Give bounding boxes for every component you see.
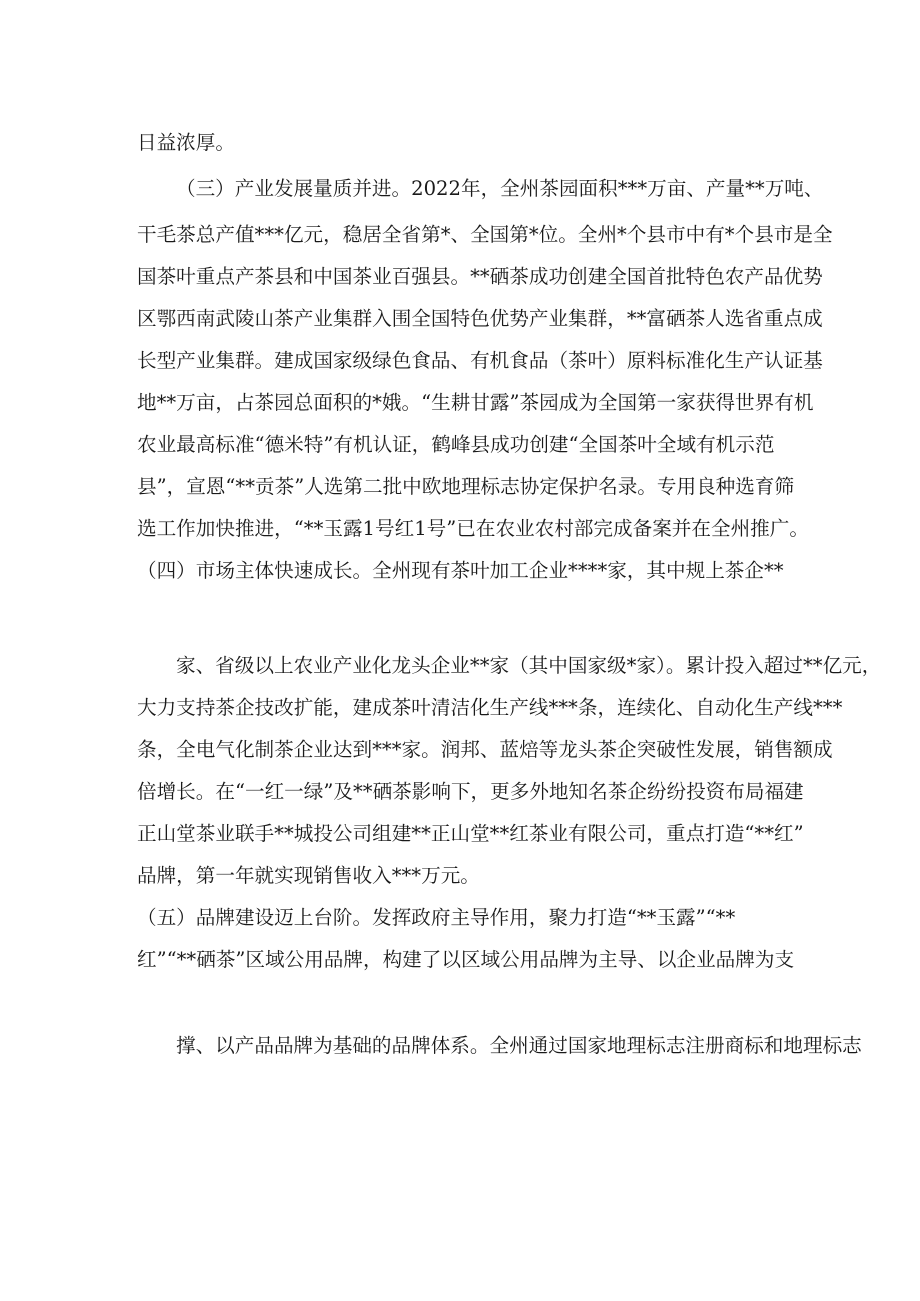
paragraph-line: 干毛茶总产值***亿元，稳居全省第*、全国第*位。全州*个县市中有*个县市是全	[137, 223, 833, 246]
paragraph-line: 品牌，第一年就实现销售收入***万元。	[137, 864, 480, 887]
paragraph-line: 大力支持茶企技改扩能，建成茶叶清洁化生产线***条，连续化、自动化生产线***	[137, 696, 843, 719]
paragraph-line: 地**万亩，占茶园总面积的*娥。“生耕甘露”茶园成为全国第一家获得世界有机	[137, 391, 814, 414]
paragraph-line: 日益浓厚。	[137, 131, 235, 154]
paragraph-line: 长型产业集群。建成国家级绿色食品、有机食品（茶叶）原料标准化生产认证基	[137, 349, 823, 372]
paragraph-line: （五）品牌建设迈上台阶。发挥政府主导作用，聚力打造“**玉露”“**	[137, 906, 736, 929]
paragraph-line: 选工作加快推进，“**玉露1号红1号”已在农业农村部完成备案并在全州推广。	[137, 517, 809, 540]
section-5-heading-line: 撑、以产品品牌为基础的品牌体系。全州通过国家地理标志注册商标和地理标志	[176, 1034, 862, 1057]
paragraph-line: 国茶叶重点产茶县和中国茶业百强县。**硒茶成功创建全国首批特色农产品优势	[137, 265, 823, 288]
paragraph-line: 县”，宣恩“**贡茶”人选第二批中欧地理标志协定保护名录。专用良种选育筛	[137, 475, 795, 498]
paragraph-line: 红”“**硒茶”区域公用品牌，构建了以区域公用品牌为主导、以企业品牌为支	[137, 948, 795, 971]
paragraph-line: 正山堂茶业联手**城投公司组建**正山堂**红茶业有限公司，重点打造“**红”	[137, 822, 804, 845]
paragraph-line: 区鄂西南武陵山茶产业集群入围全国特色优势产业集群，**富硒茶人选省重点成	[137, 307, 823, 330]
section-3-heading-line: （三）产业发展量质并进。2022年，全州茶园面积***万亩、产量**万吨、	[176, 177, 824, 200]
paragraph-line: （四）市场主体快速成长。全州现有茶叶加工企业****家，其中规上茶企**	[137, 559, 784, 582]
section-4-heading-line: 家、省级以上农业产业化龙头企业**家（其中国家级*家）。累计投入超过**亿元，	[176, 654, 882, 677]
paragraph-line: 农业最高标准“德米特”有机认证，鹤峰县成功创建“全国茶叶全域有机示范	[137, 433, 775, 456]
paragraph-line: 条，全电气化制茶企业达到***家。润邦、蓝焙等龙头茶企突破性发展，销售额成	[137, 738, 833, 761]
paragraph-line: 倍增长。在“一红一绿”及**硒茶影响下，更多外地知名茶企纷纷投资布局福建	[137, 780, 804, 803]
